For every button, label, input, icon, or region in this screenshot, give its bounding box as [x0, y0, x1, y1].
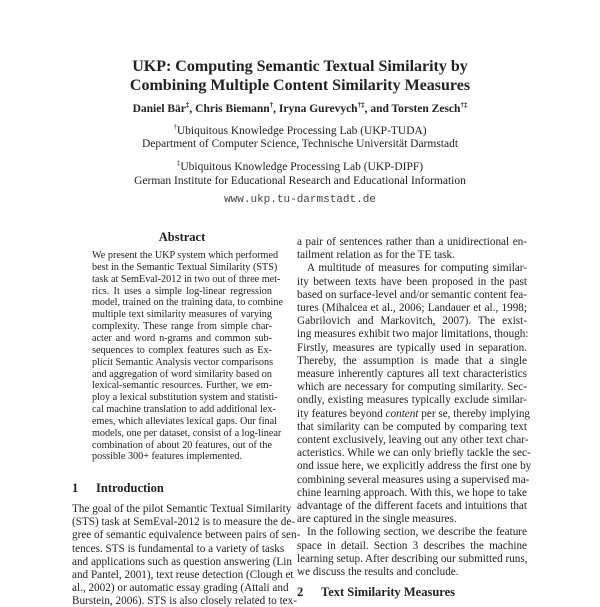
affiliation-1-line-1 [0, 123, 600, 137]
text-line: space in detail. Section 3 describes the machine [297, 539, 527, 552]
text-line: and aggregation of word similarity based on [92, 368, 272, 380]
text-line: task at SemEval-2012 in two out of three met- [92, 273, 281, 285]
text-line: rics. It uses a simple log-linear regression [92, 285, 272, 297]
emphasized-text: content [385, 407, 419, 420]
text-line: Thereby, the assumption is made that a single [297, 354, 527, 367]
author-name: , Iryna Gurevych [273, 103, 358, 115]
affiliation-name: Ubiquitous Knowledge Processing Lab (UKP-TUDA) [176, 125, 427, 137]
section-title: Introduction [96, 481, 164, 495]
text-line: content exclusively, leaving out any other text char- [297, 434, 529, 446]
text-line: tences. STS is fundamental to a variety of tasks [72, 542, 285, 555]
section-number: 1 [72, 481, 79, 495]
text-line: best in the Semantic Textual Similarity (STS) [92, 261, 278, 273]
text-line: Burstein, 2006). STS is also closely related to tex- [72, 595, 297, 607]
text-line: advantage of the different facets and intuitions that [297, 500, 527, 512]
text-line: and applications such as question answering (Lin [72, 555, 292, 568]
section-2-heading [297, 585, 455, 600]
text-line: are captured in the single measures. [297, 513, 457, 526]
text-line: models, one per dataset, consist of a log-linear [92, 427, 282, 439]
affiliation-1-line-2: Department of Computer Science, Technische Universität Darmstadt [141, 138, 459, 150]
affiliation-mark: † [173, 123, 177, 131]
text-line: model, trained on the training data, to combine [92, 297, 283, 309]
author-mark: †‡ [460, 101, 468, 109]
text-line: Firstly, measures are typically used in separation. [297, 341, 527, 354]
text-line: gree of semantic equivalence between pairs of sen- [72, 529, 301, 542]
text-line: based on surface-level and/or semantic content fea- [297, 288, 527, 301]
website-url[interactable]: www.ukp.tu-darmstadt.de [224, 194, 376, 206]
text-line: ondly, existing measures typically exclude similar- [297, 394, 527, 407]
text-line: complexity. These range from simple char- [92, 321, 272, 333]
section-title: Text Similarity Measures [321, 585, 456, 599]
text-line: which are necessary for computing similarity. Sec- [297, 381, 527, 394]
affiliation-name: Ubiquitous Knowledge Processing Lab (UKP-DIPF) [180, 161, 424, 173]
text-line: tailment relation as for the TE task. [297, 249, 455, 262]
text-line: acteristics. While we can only briefly tackle the sec- [297, 447, 531, 460]
text-line: A multitude of measures for computing similar- [307, 262, 527, 275]
text-line: chine learning approach. With this, we hope to take [297, 486, 527, 499]
text-line: The goal of the pilot Semantic Textual Similarity [72, 503, 292, 515]
author-name: , Chris Biemann [189, 103, 270, 115]
paper-title-line-1: UKP: Computing Semantic Textual Similarity by [132, 58, 468, 75]
text-line: ond issue here, we explicitly address the first one by [297, 460, 532, 473]
text-line [297, 407, 531, 420]
text-line: we discuss the results and conclude. [297, 566, 459, 578]
author-mark: ‡ [185, 101, 190, 109]
text-line: ploy a lexical substitution system and statisti- [92, 392, 278, 404]
section-number: 2 [297, 585, 304, 599]
text-line: In the following section, we describe the feature [307, 526, 527, 539]
text-line: combination of about 20 features, out of the [92, 439, 272, 451]
text-line: Gabrilovich and Markovitch, 2007). The exist- [297, 315, 527, 328]
text-line: emes, which alleviates lexical gaps. Our final [92, 415, 278, 427]
text-line: sequences to complex features such as Ex- [92, 344, 272, 356]
section-1-heading [72, 481, 164, 496]
text-line: al., 2002) or automatic essay grading (Attali and [72, 582, 289, 595]
text-line: multiple text similarity measures of varying [92, 309, 272, 321]
text-segment: ity features beyond [297, 407, 386, 420]
text-line: that similarity can be computed by comparing text [297, 420, 527, 433]
author-list [0, 101, 600, 115]
text-line: plicit Semantic Analysis vector comparisons [92, 356, 274, 368]
affiliation-2-line-1 [0, 159, 600, 173]
text-line: a pair of sentences rather than a unidirectional en- [297, 236, 527, 248]
affiliation-2-line-2: German Institute for Educational Research and Educational Information [134, 175, 466, 187]
affiliation-mark: ‡ [176, 159, 181, 167]
text-line: measure inherently captures all text characteristics [297, 368, 527, 380]
author-mark: †‡ [357, 101, 365, 109]
text-line: ing measures exhibit two major limitations, though: [297, 328, 529, 341]
text-line: learning setup. After describing our submitted runs, [297, 552, 528, 565]
text-segment: per se, thereby implying [418, 407, 531, 420]
text-line: We present the UKP system which performed [92, 250, 279, 261]
author-name: , and Torsten Zesch [364, 103, 461, 115]
author-mark: † [269, 101, 274, 109]
text-line: acter and word n-grams and common sub- [92, 332, 272, 344]
text-line: cal machine translation to add additional lex- [92, 404, 276, 416]
text-line: combining several measures using a supervised ma- [297, 473, 530, 486]
abstract-heading: Abstract [158, 230, 206, 244]
text-line: (STS) task at SemEval-2012 is to measure the de- [72, 516, 296, 529]
text-line: possible 300+ features implemented. [92, 451, 243, 463]
text-line: lexical-semantic resources. Further, we em- [92, 380, 272, 392]
author-name: Daniel Bär [132, 103, 186, 115]
text-line: and Pantel, 2001), text reuse detection (Clough et [72, 569, 294, 581]
text-line: tures (Mihalcea et al., 2006; Landauer et al., 1998; [297, 302, 527, 314]
text-line: ity between texts have been proposed in the past [297, 275, 527, 288]
paper-title-line-2: Combining Multiple Content Similarity Measures [129, 77, 471, 94]
